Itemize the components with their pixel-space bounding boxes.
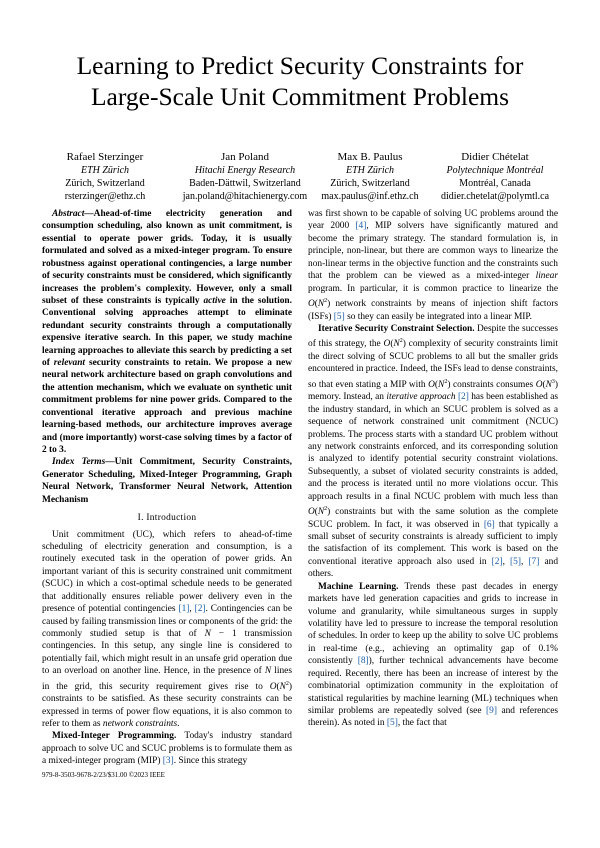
copyright-footer: 979-8-3503-9678-2/23/$31.00 ©2023 IEEE [42,771,165,779]
author-affiliation: Polytechnique Montréal [446,165,544,176]
intro-paragraph-4: Iterative Security Constraint Selection. Despite the successes of this strategy, the $O(N^2)$ complexity of security constraints limit the direct solving of SCUC problems to all but the smaller grids encountered in practice. Indeed, the ISFs lead to dense constraints, so that even stating a MIP with $O(N^2)$ constraints consumes $O(N^3)$ memory. Instead, an iterative approach [2] has been established as the industry standard, in which an SCUC problem is solved as a sequence of network constrained unit commitment (NCUC) problems. The process starts with a standard UC problem without any network constraints enforced, and its corresponding solution is analyzed to identify potential security constraint violations. Subsequently, a subset of violated security constraints is added, and the process is iterated until no more violations occur. This approach results in a final NCUC problem with much less than $O(N^2)$ constraints but with the same solution as the complete SCUC problem. In fact, it was observed in [6] that typically a small subset of security constraints is already sufficient to imply the satisfaction of its complement. This work is based on the conventional iterative approach also used in [2], [5], [7] and others. [308,323,559,580]
author-4 [420,150,570,203]
intro-paragraph-5: Machine Learning. Trends these past decades in energy markets have led generation capacities and grids to increase in volume and granularity, while simultaneous surges in supply volatility have led to pressure to increase the temporal resolution of schedules. In order to keep up the ability to solve UC problems in real-time (e.g., achieving an optimality gap of 0.1% consistently [8]), further technical advancements have become required. Recently, there has been an increase of interest by the combinatorial optimization community in the exploitation of statistical regularities by machine learning (ML) techniques when similar problems are repeatedly solved (see [9] and references therein). As noted in [5], the fact that [308,581,559,729]
author-name: Didier Chételat [461,151,529,163]
intro-paragraph-2: Mixed-Integer Programming. Today's industry standard approach to solve UC and SCUC problems is to formulate them as a mixed-integer program (MIP) [3]. Since this strategy [42,731,292,767]
index-terms: Index Terms—Unit Commitment, Security Constraints, Generator Scheduling, Mixed-Integer Programming, Graph Neural Network, Transformer Neural Network, Attention Mechanism [42,457,293,505]
author-email[interactable]: jan.poland@hitachienergy.com [182,191,308,202]
author-name: Rafael Sterzinger [66,151,144,163]
author-location: Zürich, Switzerland [330,178,410,189]
abstract-label: Abstract [52,209,85,219]
author-location: Zürich, Switzerland [65,178,145,189]
author-email[interactable]: rsterzinger@ethz.ch [64,191,146,202]
author-location: Baden-Dättwil, Switzerland [189,178,301,189]
intro-paragraph-1: Unit commitment (UC), which refers to ahead-of-time scheduling of electricity generation and consumption, is a routinely executed task in the operation of power grids. An important variant of this is security constrained unit commitment (SCUC) in which a cost-optimal schedule needs to be generated that additionally ensures reliable power delivery even in the presence of potential contingencies [1], [2]. Contingencies can be caused by failing transmission lines or components of the grid: the commonly studied setup is that of N − 1 transmission contingencies. In this setup, any single line is considered to potentially fail, which might result in an unsafe grid operation due to an overload on another line. Hence, in the presence of N lines in the grid, this security requirement gives rise to $O(N^2)$ constraints to be satisfied. As these security constraints can be expressed in terms of power flow equations, it is also common to refer to them as network constraints. [42,529,293,729]
author-2 [170,150,320,203]
author-email[interactable]: max.paulus@inf.ethz.ch [321,191,419,202]
author-name: Max B. Paulus [337,151,403,163]
author-1 [40,150,170,203]
author-affiliation: Hitachi Energy Research [194,165,296,176]
author-affiliation: ETH Zürich [345,165,395,176]
abstract: Abstract—Ahead-of-time electricity generation and consumption scheduling, also known as unit commitment, is essential to operate power grids. Today, it is usually formulated and solved as a mixed-integer program. To ensure robustness against operational contingencies, a large number of security constraints must be considered, which significantly increases the problem's complexity. However, only a small subset of these constraints is typically active in the solution. Conventional solving approaches attempt to eliminate redundant security constraints through a computationally expensive iterative search. In this paper, we study machine learning approaches to alleviate this search by predicting a set of relevant security constraints to retain. We propose a new neural network architecture based on graph convolutions and the attention mechanism, which we evaluate on synthetic unit commitment problems for nine power grids. Compared to the conventional iterative approach and previous machine learning-based methods, our architecture improves average and (more importantly) worst-case solving times by a factor of 2 to 3. [42,209,293,456]
right-column [308,208,558,730]
author-email[interactable]: didier.chetelat@polymtl.ca [440,191,550,202]
intro-paragraph-3: was first shown to be capable of solving UC problems around the year 2000 [4], MIP solvers have significantly matured and become the primary strategy. The standard formulation is, in principle, non-linear, but there are common ways to linearize the non-linear terms in the objective function and the constraints such that the problem can be viewed as a mixed-integer linear program. In particular, it is common practice to linearize the $O(N^2)$ network constraints by means of injection shift factors (ISFs) [5] so they can easily be integrated into a linear MIP. [308,209,558,322]
author-name: Jan Poland [221,151,269,163]
section-heading: I. Introduction [137,513,197,524]
index-terms-label: Index Terms [52,457,106,468]
paper-title: Learning to Predict Security Constraints for Large-Scale Unit Commitment Problems [76,51,524,111]
author-3 [305,150,435,203]
author-affiliation: ETH Zürich [80,165,130,176]
left-column [42,208,292,768]
author-location: Montréal, Canada [459,178,531,189]
